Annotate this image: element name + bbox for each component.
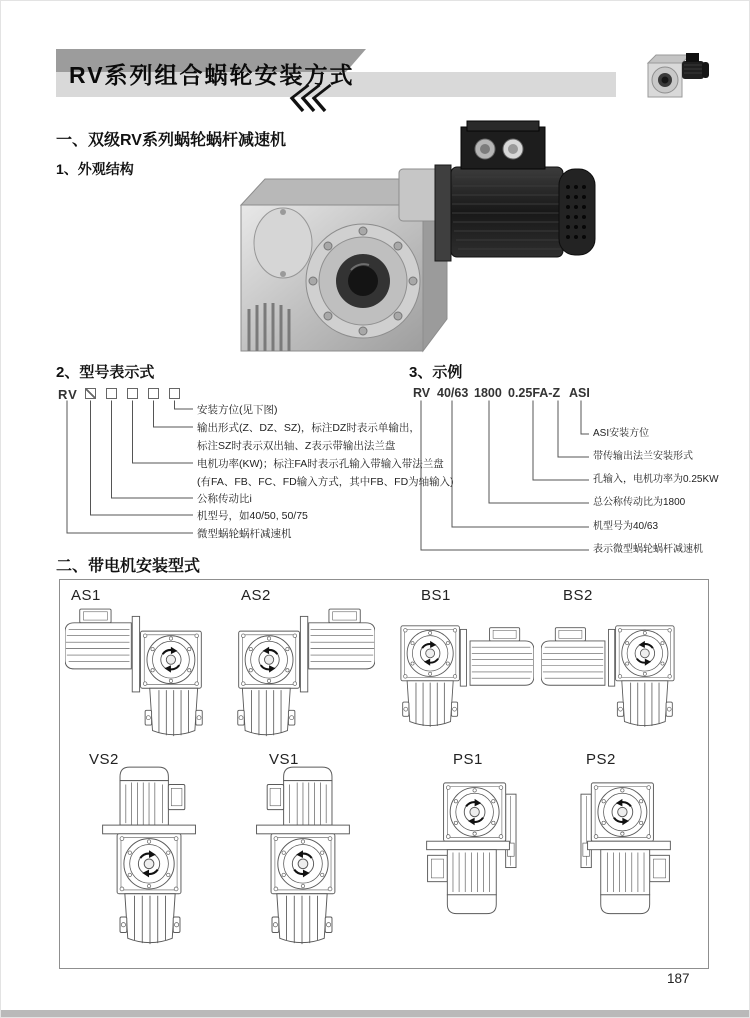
mounting-diagram-bs2 xyxy=(541,617,676,734)
model-code-label: 标注SZ时表示双出轴、Z表示带输出法兰盘 xyxy=(197,440,396,452)
mounting-diagram-bs1 xyxy=(399,617,534,734)
model-code-box xyxy=(106,388,117,399)
example-code-part: RV xyxy=(413,386,431,400)
example-label: 表示微型蜗轮蜗杆减速机 xyxy=(593,544,703,555)
back-chevrons-icon xyxy=(289,83,335,113)
example-code-part: 1800 xyxy=(474,386,502,400)
model-code-label: 公称传动比i xyxy=(197,493,252,505)
model-code-label: (有FA、FB、FC、FD输入方式，其中FB、FD为轴输入) xyxy=(197,476,454,488)
mounting-type-label-bs1: BS1 xyxy=(421,587,451,604)
example-label: 孔输入，电机功率为0.25KW xyxy=(593,474,719,485)
page-title: RV系列组合蜗轮安装方式 xyxy=(69,62,355,88)
example-leader-lines xyxy=(411,400,591,555)
example-code-part: ASI xyxy=(569,386,590,400)
model-code-leader-lines xyxy=(56,400,196,540)
example-code-part: 0.25FA-Z xyxy=(508,386,561,400)
model-code-box xyxy=(127,388,138,399)
mounting-type-label-ps1: PS1 xyxy=(453,751,483,768)
example-label: 机型号为40/63 xyxy=(593,521,659,532)
example-label: ASI安装方位 xyxy=(593,428,650,439)
model-code-label: 电机功率(KW)；标注FA时表示孔输入带输入带法兰盘 xyxy=(197,458,444,470)
model-code-box-slashed xyxy=(85,388,96,399)
footer-bar xyxy=(1,1010,750,1018)
section2-heading: 2、型号表示式 xyxy=(56,364,155,381)
example-code-part: 40/63 xyxy=(437,386,469,400)
section4-heading: 二、带电机安装型式 xyxy=(56,558,201,575)
mounting-type-label-vs2: VS2 xyxy=(89,751,119,768)
product-photo xyxy=(223,113,608,358)
mounting-diagram-as1 xyxy=(65,605,205,742)
example-label: 总公称传动比为1800 xyxy=(593,497,686,508)
mounting-diagram-as2 xyxy=(235,605,375,742)
model-code-label: 输出形式(Z、DZ、SZ)，标注DZ时表示单输出， xyxy=(197,422,420,434)
model-code-label: 安装方位(见下图) xyxy=(197,404,278,416)
appearance-subheading: 1、外观结构 xyxy=(56,161,134,177)
section3-heading: 3、示例 xyxy=(409,364,463,381)
section1-heading: 一、双级RV系列蜗轮蜗杆减速机 xyxy=(56,132,286,149)
mounting-type-label-as2: AS2 xyxy=(241,587,271,604)
mounting-type-label-ps2: PS2 xyxy=(586,751,616,768)
mounting-diagram-vs2 xyxy=(91,765,209,951)
model-code-label: 机型号，如40/50, 50/75 xyxy=(197,510,308,522)
model-code-label: 微型蜗轮蜗杆减速机 xyxy=(197,528,292,540)
mounting-type-label-as1: AS1 xyxy=(71,587,101,604)
mounting-diagram-vs1 xyxy=(243,765,361,951)
model-code-box xyxy=(148,388,159,399)
mounting-diagram-ps1 xyxy=(419,781,534,924)
mounting-diagram-ps2 xyxy=(563,781,678,924)
product-thumbnail xyxy=(646,47,712,107)
model-code-prefix: RV xyxy=(58,387,78,402)
example-label: 带传输出法兰安装形式 xyxy=(593,451,693,462)
mounting-type-label-bs2: BS2 xyxy=(563,587,593,604)
page-number: 187 xyxy=(667,971,690,986)
model-code-box xyxy=(169,388,180,399)
mounting-type-label-vs1: VS1 xyxy=(269,751,299,768)
